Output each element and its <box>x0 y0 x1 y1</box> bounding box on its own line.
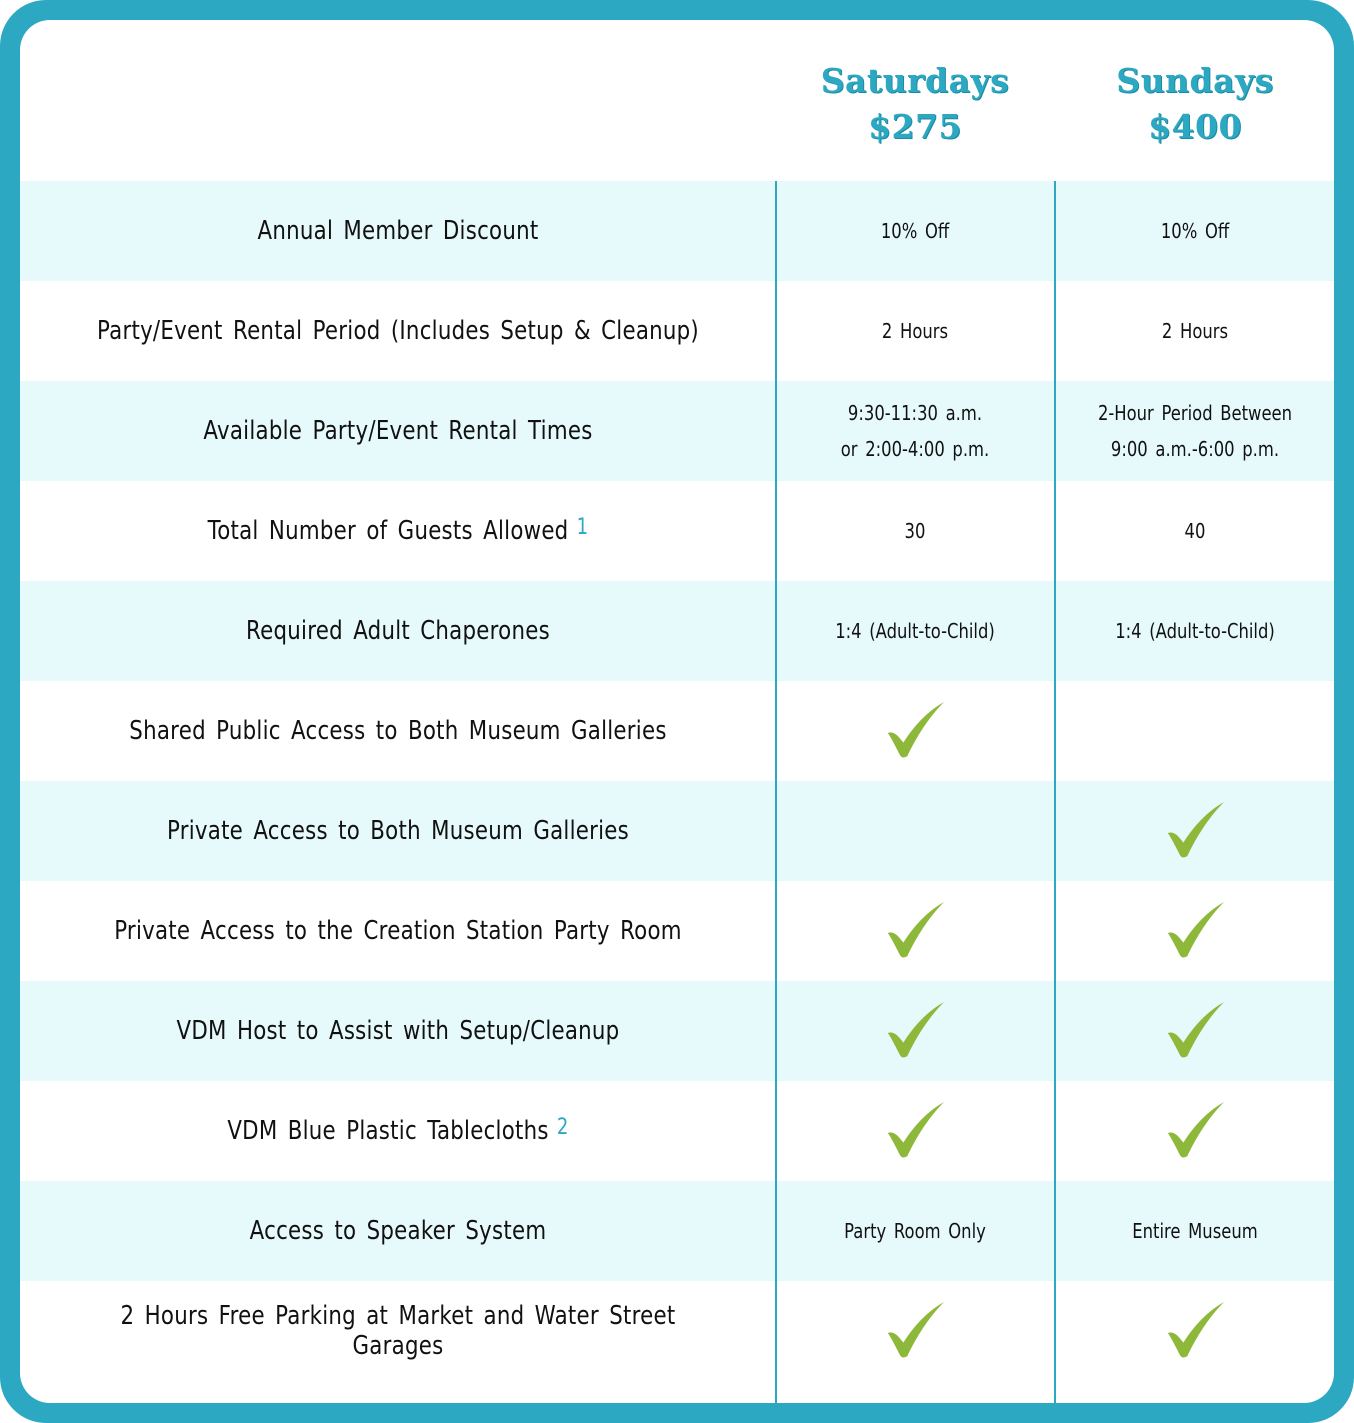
pricing-table <box>20 20 1334 1403</box>
feature-text: Available Party/Event Rental Times <box>203 416 593 446</box>
checkmark-icon <box>1164 900 1226 962</box>
feature-label <box>88 181 708 281</box>
value-text: 30 <box>904 519 926 543</box>
feature-text: Annual Member Discount <box>257 216 539 246</box>
table-row <box>20 1181 1334 1281</box>
table-header <box>20 20 1334 180</box>
saturday-value-cell <box>801 481 1029 581</box>
checkmark-icon <box>884 1000 946 1062</box>
sunday-value-cell <box>1081 581 1309 681</box>
feature-label <box>88 281 708 381</box>
feature-label <box>88 581 708 681</box>
table-row <box>20 381 1334 481</box>
value-text: 10% Off <box>1160 219 1230 243</box>
feature-label <box>88 1081 708 1181</box>
sunday-value-cell <box>1081 481 1309 581</box>
saturday-value-cell <box>801 1081 1029 1181</box>
saturday-price: $275 <box>868 107 962 146</box>
saturday-value-cell <box>801 1181 1029 1281</box>
feature-label <box>88 681 708 781</box>
table-row <box>20 581 1334 681</box>
value-text: 1:4 (Adult-to-Child) <box>1115 619 1275 643</box>
saturday-value-cell <box>801 181 1029 281</box>
sunday-value-cell <box>1081 281 1309 381</box>
footnote-marker: 1 <box>576 514 589 540</box>
feature-label <box>88 881 708 981</box>
feature-label <box>88 981 708 1081</box>
checkmark-icon <box>884 1300 946 1362</box>
table-row <box>20 681 1334 781</box>
value-text: Entire Museum <box>1132 1219 1258 1243</box>
sunday-value-cell <box>1081 781 1309 881</box>
feature-text: Required Adult Chaperones <box>246 616 550 646</box>
feature-text: Party/Event Rental Period (Includes Setup & Cleanup) <box>96 316 699 346</box>
sunday-value-cell <box>1081 1081 1309 1181</box>
checkmark-icon <box>884 900 946 962</box>
value-text: 10% Off <box>880 219 950 243</box>
sunday-day-label: Sundays <box>1116 61 1274 100</box>
feature-label <box>88 381 708 481</box>
sunday-value-cell <box>1081 881 1309 981</box>
value-text: or 2:00-4:00 p.m. <box>840 437 990 461</box>
checkmark-icon <box>1164 1000 1226 1062</box>
feature-text: Shared Public Access to Both Museum Galleries <box>129 716 667 746</box>
sunday-value-cell <box>1081 1181 1309 1281</box>
feature-text: Private Access to the Creation Station Party Room <box>114 916 682 946</box>
saturday-value-cell <box>801 1281 1029 1381</box>
saturday-value-cell <box>801 981 1029 1081</box>
table-body <box>20 181 1334 1381</box>
value-text: 2 Hours <box>1161 319 1229 343</box>
table-row <box>20 181 1334 281</box>
table-row <box>20 481 1334 581</box>
checkmark-icon <box>884 700 946 762</box>
table-row <box>20 281 1334 381</box>
sunday-value-cell <box>1081 981 1309 1081</box>
column-divider <box>775 181 777 1403</box>
sunday-value-cell <box>1081 181 1309 281</box>
feature-label <box>88 781 708 881</box>
saturday-value-cell <box>801 581 1029 681</box>
value-text: Party Room Only <box>844 1219 986 1243</box>
value-text: 2 Hours <box>881 319 949 343</box>
sunday-value-cell <box>1081 381 1309 481</box>
feature-text: 2 Hours Free Parking at Market and Water Street Garages <box>120 1301 676 1361</box>
value-text: 2-Hour Period Between <box>1097 401 1293 425</box>
sunday-price: $400 <box>1148 107 1242 146</box>
table-row <box>20 781 1334 881</box>
feature-label <box>88 1181 708 1281</box>
table-row <box>20 981 1334 1081</box>
saturday-value-cell <box>801 881 1029 981</box>
value-text: 9:00 a.m.-6:00 p.m. <box>1110 437 1280 461</box>
checkmark-icon <box>1164 1300 1226 1362</box>
value-text: 1:4 (Adult-to-Child) <box>835 619 995 643</box>
saturday-value-cell <box>801 381 1029 481</box>
saturday-value-cell <box>801 281 1029 381</box>
saturday-value-cell <box>801 681 1029 781</box>
feature-text: Private Access to Both Museum Galleries <box>166 816 630 846</box>
saturday-value-cell <box>801 781 1029 881</box>
checkmark-icon <box>884 1100 946 1162</box>
feature-label <box>88 1281 708 1381</box>
sunday-column-header <box>1056 58 1334 150</box>
value-text: 9:30-11:30 a.m. <box>847 401 983 425</box>
feature-text: VDM Host to Assist with Setup/Cleanup <box>176 1016 620 1046</box>
feature-text: Total Number of Guests Allowed <box>207 516 569 546</box>
saturday-column-header <box>776 58 1054 150</box>
table-row <box>20 1081 1334 1181</box>
value-text: 40 <box>1184 519 1206 543</box>
footnote-marker: 2 <box>556 1114 569 1140</box>
table-row <box>20 1281 1334 1381</box>
feature-label <box>88 481 708 581</box>
saturday-day-label: Saturdays <box>820 61 1010 100</box>
sunday-value-cell <box>1081 1281 1309 1381</box>
column-divider <box>1054 181 1056 1403</box>
feature-text: VDM Blue Plastic Tablecloths <box>227 1116 549 1146</box>
checkmark-icon <box>1164 800 1226 862</box>
sunday-value-cell <box>1081 681 1309 781</box>
table-row <box>20 881 1334 981</box>
checkmark-icon <box>1164 1100 1226 1162</box>
feature-text: Access to Speaker System <box>249 1216 547 1246</box>
